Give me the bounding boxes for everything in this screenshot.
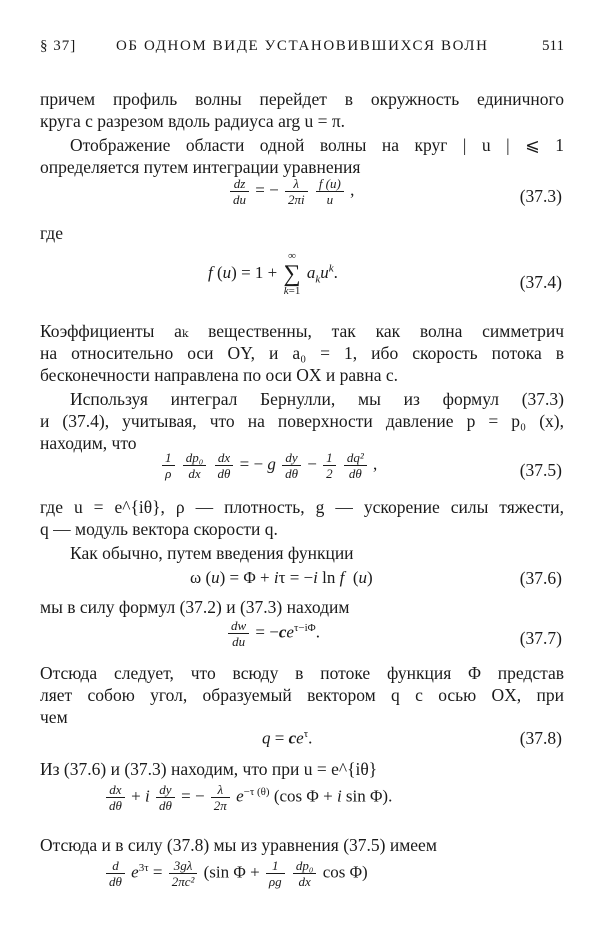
text-line: причем профиль волны перейдет в окружность единичного: [40, 89, 564, 109]
equation-number: (37.5): [519, 460, 562, 480]
equation-37-7: $\frac{dw}{du}$ = $-ce^{\tau-i\Phi}$.: [226, 618, 320, 649]
text-line: q — модуль вектора скорости q.: [40, 519, 278, 539]
equation-final: $\frac{d}{d\theta}$ $e^{3\tau}$ = $\frac{3g\lambda}{\text{2πc²}}$ (sin Φ + $\frac{1}{\rho g}$ $\frac{\text{dp₀}}{dx}$ cos Φ): [104, 858, 368, 889]
text-line: где: [40, 223, 63, 243]
text-line: мы в силу формул (37.2) и (37.3) находим: [40, 597, 350, 617]
text-line: чем: [40, 707, 68, 727]
text-line: находим, что: [40, 433, 137, 453]
text-line: Как обычно, путем введения функции: [70, 543, 354, 563]
text-line: Отображение области одной волны на круг | u | ⩽ 1: [70, 135, 564, 155]
equation-37-6: ω (u) = Φ + iτ = −i ln f (u): [190, 568, 373, 587]
equation-number: (37.3): [519, 186, 562, 206]
page-number: 511: [542, 38, 564, 54]
equation-number: (37.8): [519, 728, 562, 748]
text-line: Используя интеграл Бернулли, мы из формул (37.3): [70, 389, 564, 409]
equation-unnumbered: $\frac{dx}{d\theta}$ + i $\frac{dy}{d\theta}$ = − $\frac{\lambda}{2\pi}$ $e^{-\tau (\theta)}$ (cos Φ + i sin Φ).: [104, 782, 392, 813]
text-line: где u = e^{iθ}, ρ — плотность, g — ускорение силы тяжести,: [40, 497, 564, 517]
equation-number: (37.6): [519, 568, 562, 588]
text-line: круга с разрезом вдоль радиуса arg u = π.: [40, 111, 346, 131]
text-line: Коэффициенты aₖ вещественны, так как волна симметрич: [40, 321, 564, 341]
text-line: Из (37.6) и (37.3) находим, что при u = e^{iθ}: [40, 759, 378, 779]
text-line: на относительно оси OY, и a₀ = 1, ибо скорость потока в: [40, 343, 564, 363]
equation-37-5: $\frac{1}{\rho}$ $\frac{\text{dp₀}}{dx}$ $\frac{dx}{d\theta}$ = − g $\frac{dy}{d\theta}$ − $\frac{1}{2}$ $\frac{\text{dq²}}{d\theta}$ ,: [160, 450, 377, 481]
text-line: бесконечности направлена по оси OX и равна c.: [40, 365, 399, 385]
running-head-section: § 37]: [40, 38, 77, 54]
equation-number: (37.4): [519, 272, 562, 292]
equation-37-8: $q = ce^\tau$.: [262, 728, 313, 748]
text-line: Отсюда и в силу (37.8) мы из уравнения (37.5) имеем: [40, 835, 437, 855]
text-line: ляет собою угол, образуемый вектором q с осью OX, при: [40, 685, 564, 705]
text-line: и (37.4), учитывая, что на поверхности давление p = p₀ (x),: [40, 411, 564, 431]
equation-37-4: f (u) = 1 + ∞ ∑ k=1 $a_ku^k$.: [208, 250, 338, 297]
equation-37-3: $\frac{dz}{du}$ = − $\frac{\lambda}{2\pi i}$ $\frac{f (u)}{u}$ ,: [228, 176, 354, 207]
running-head-title: ОБ ОДНОМ ВИДЕ УСТАНОВИВШИХСЯ ВОЛН: [116, 38, 489, 54]
equation-number: (37.7): [519, 628, 562, 648]
text-line: Отсюда следует, что всюду в потоке функция Φ представ: [40, 663, 564, 683]
text-line: определяется путем интеграции уравнения: [40, 157, 361, 177]
